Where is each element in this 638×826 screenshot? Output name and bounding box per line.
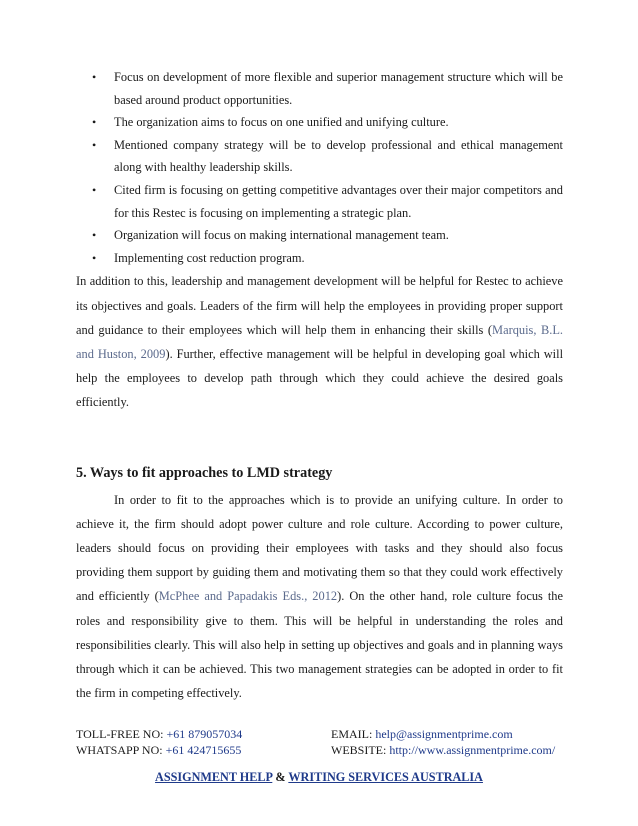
bullet-icon: • <box>92 182 97 197</box>
paragraph-text: ). On the other hand, role culture focus the roles and responsibility give to them. This will be helpful in understanding the roles and responsibilities clearly. This will also help in setting up objectives and goals and in planning ways through which it can be achieved. This two management strategies can be adopted in order to fit the firm in competing effectively. <box>76 589 563 701</box>
citation: Marquis, B.L. and Huston, 2009 <box>76 322 563 361</box>
website-link[interactable]: http://www.assignmentprime.com/ <box>389 743 556 757</box>
bullet-icon: • <box>92 115 97 130</box>
footer-line-2 <box>76 742 563 758</box>
brand-link[interactable]: ASSIGNMENT HELP <box>155 770 273 784</box>
brand-amp: & <box>272 770 289 784</box>
whatsapp-number[interactable]: +61 424715655 <box>165 743 242 757</box>
website-info <box>331 742 563 758</box>
list-item <box>76 134 563 179</box>
list-item <box>76 179 563 224</box>
list-item-text: The organization aims to focus on one unified and unifying culture. <box>114 115 449 130</box>
paragraph-text: In order to fit to the approaches which is to provide an unifying culture. In order to achieve it, the firm should adopt power culture and role culture. According to power culture, leaders should focus on providing their employees with tasks and they should also focus providing them support by guiding them and motivating them so that they could work effectively and efficiently ( <box>76 492 563 604</box>
paragraph-text: ). Further, effective management will be helpful in developing goal which will help the employees to develop path through which they could achieve the desired goals efficiently. <box>76 346 564 410</box>
tollfree-info <box>76 726 242 742</box>
bullet-icon: • <box>92 228 97 243</box>
brand-services-link[interactable]: WRITING SERVICES AUSTRALIA <box>288 770 483 784</box>
list-item-text: Mentioned company strategy will be to develop professional and ethical management along with healthy leadership skills. <box>114 137 563 175</box>
footer-contacts <box>76 726 563 758</box>
bullet-list <box>76 66 563 269</box>
section-heading: 5. Ways to fit approaches to LMD strategy <box>76 464 333 481</box>
list-item-text: Implementing cost reduction program. <box>114 250 305 265</box>
list-item-text: Organization will focus on making international management team. <box>114 228 449 243</box>
list-item <box>76 111 563 134</box>
whatsapp-info <box>76 742 241 758</box>
citation: McPhee and Papadakis Eds., 2012 <box>158 589 338 604</box>
bullet-icon: • <box>92 70 97 84</box>
tollfree-label: TOLL-FREE NO: <box>76 727 167 741</box>
tollfree-number[interactable]: +61 879057034 <box>166 727 243 741</box>
body-paragraph-leadership <box>76 269 563 414</box>
email-label: EMAIL: <box>331 727 376 741</box>
list-item-text: Cited firm is focusing on getting competitive advantages over their major competitors and for this Restec is focusing on implementing a strategic plan. <box>114 182 563 220</box>
list-item <box>76 247 563 270</box>
footer-line-1 <box>76 726 563 742</box>
website-label: WEBSITE: <box>331 743 390 757</box>
email-link[interactable]: help@assignmentprime.com <box>375 727 513 741</box>
list-item <box>76 224 563 247</box>
page-body <box>76 66 563 705</box>
whatsapp-label: WHATSAPP NO: <box>76 743 166 757</box>
footer-brand <box>0 770 638 785</box>
section-gap <box>76 415 563 463</box>
bullet-icon: • <box>92 250 97 265</box>
list-item <box>76 66 563 111</box>
paragraph-text: In addition to this, leadership and management development will be helpful for Restec to achieve its objectives and goals. Leaders of the firm will help the employees in providing proper support and guidance to their employees which will help them in enhancing their skills ( <box>76 274 563 337</box>
bullet-icon: • <box>92 137 97 152</box>
list-item-text: Focus on development of more flexible and superior management structure which will be based around product opportunities. <box>114 70 563 107</box>
email-info <box>331 726 563 742</box>
body-paragraph-approaches <box>76 488 563 706</box>
